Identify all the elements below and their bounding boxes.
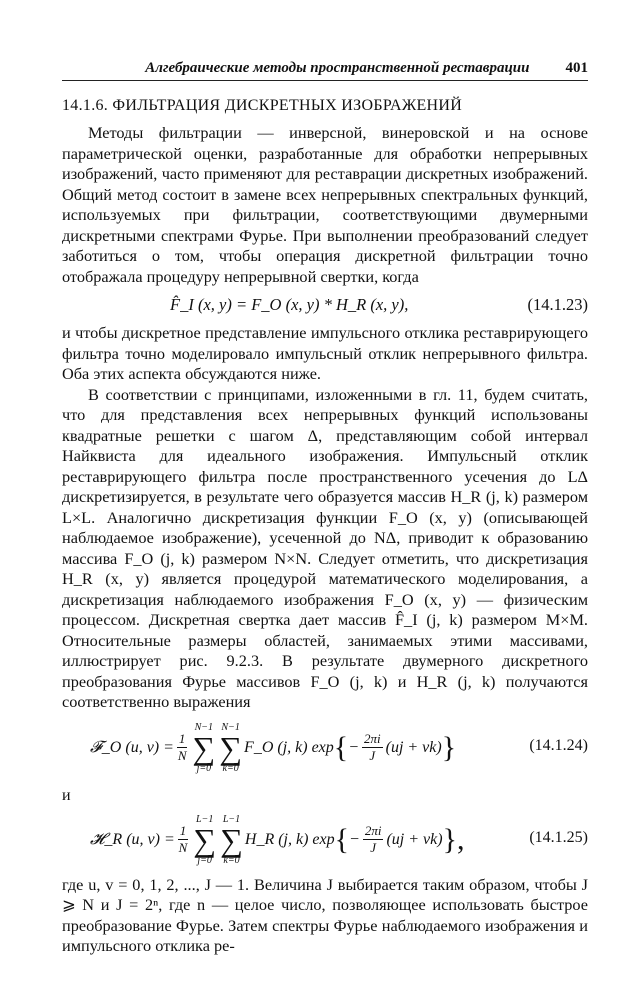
equation-body (90, 713, 456, 783)
fraction-numerator: 1 (178, 731, 186, 746)
equation-body (90, 805, 464, 875)
equation-number: (14.1.24) (529, 736, 588, 754)
right-brace-icon: }, (442, 822, 465, 856)
sigma-icon: ∑ (220, 821, 243, 858)
equation-term: H_R (j, k) exp (244, 830, 335, 848)
paragraph-3: В соответствии с принципами, изложенными в гл. 11, будем считать, что для представления всех непрерывных функций использованы квадратные решетки с шагом Δ, представляющим собой интервал Найквиста для идеального изображения. Импульсный отклик реставрирующего фильтра после пространственного усечения до LΔ дискретизируется, в результате чего образуется массив H_R (j, k) размером L×L. Аналогично дискретизация функции F_O (x, y) (описывающей наблюдаемое изображение), усеченной до NΔ, приводит к образованию массива F_O (j, k) размером N×N. Следует отметить, что дискретизация H_R (x, y) является процедурой математического моделирования, а дискретизация наблюдаемого изображения F_O (x, y) — физическим процессом. Дискретная свертка дает массив F̂_I (j, k) размером M×M. Относительные размеры областей, занимаемых этими массивами, иллюстрирует рис. 9.2.3. В результате двумерного дискретного преобразования Фурье массивов F_O (j, k) и H_R (j, k) получаются соответственно выражения (62, 384, 588, 711)
fraction-numerator: 2πi (363, 731, 381, 746)
running-title: Алгебраические методы пространственной реставрации (145, 60, 530, 76)
fraction (178, 823, 189, 856)
sum-upper: N−1 (221, 721, 240, 733)
sum-j (192, 722, 215, 774)
equation-term: F_O (j, k) exp (244, 738, 334, 756)
fraction (177, 731, 188, 764)
page (62, 60, 588, 957)
sum-lower: k=0 (223, 854, 240, 866)
exp-fraction (362, 731, 383, 764)
sum-upper: N−1 (194, 721, 214, 733)
equation-14-1-24 (62, 713, 588, 783)
running-header (62, 60, 588, 81)
sum-lower: k=0 (222, 762, 239, 774)
fraction-denominator: N (178, 840, 188, 855)
exp-tail: (uj + vk) (385, 738, 442, 756)
page-number: 401 (565, 60, 588, 76)
fraction-numerator: 1 (179, 823, 187, 838)
sum-k (219, 722, 242, 774)
equation-body: F̂_I (x, y) = F_O (x, y) * H_R (x, y), (170, 295, 409, 314)
minus-sign: − (349, 830, 360, 848)
section-title: 14.1.6. ФИЛЬТРАЦИЯ ДИСКРЕТНЫХ ИЗОБРАЖЕНИЙ (62, 97, 463, 114)
sigma-icon: ∑ (219, 729, 243, 766)
exp-fraction (363, 823, 384, 856)
equation-lhs: 𝓕_O (u, v) = (90, 738, 174, 756)
fraction-denominator: J (369, 748, 376, 763)
left-brace-icon: { (333, 730, 349, 764)
sum-j (193, 814, 216, 866)
paragraph-1: Методы фильтрации — инверсной, винеровской и на основе параметрической оценки, разработанные для обработки непрерывных изображений, часто применяют для реставрации дискретных изображений. Общий метод состоит в замене всех непрерывных спектральных функций, используемых при фильтрации, соответствующими двумерными дискретными спектрами Фурье. При выполнении преобразований следует заботиться о том, чтобы операция дискретной фильтрации точно отображала процедуру непрерывной свертки, когда (62, 123, 588, 286)
fraction-numerator: 2πi (364, 823, 382, 838)
sum-k (220, 814, 243, 866)
equation-14-1-25 (62, 805, 588, 875)
fraction-denominator: J (370, 840, 377, 855)
left-brace-icon: { (334, 822, 350, 856)
equation-number: (14.1.23) (527, 295, 588, 314)
equation-14-1-23 (62, 287, 588, 323)
fraction-denominator: N (177, 748, 187, 763)
sum-lower: j=0 (197, 854, 212, 866)
minus-sign: − (348, 738, 359, 756)
equation-lhs: 𝓗_R (u, v) = (90, 830, 175, 848)
conjunction: и (62, 786, 71, 804)
sum-upper: L−1 (222, 813, 241, 825)
equation-number: (14.1.25) (529, 828, 588, 846)
paragraph-2: и чтобы дискретное представление импульсного отклика реставрирующего фильтра точно моделировало импульсный отклик непрерывного фильтра. Оба этих аспекта обсуждаются ниже. (62, 323, 588, 383)
sigma-icon: ∑ (193, 821, 217, 858)
sum-lower: j=0 (196, 762, 212, 774)
sum-upper: L−1 (196, 813, 214, 825)
right-brace-icon: } (441, 730, 457, 764)
paragraph-4: где u, v = 0, 1, 2, ..., J — 1. Величина J выбирается таким образом, чтобы J ⩾ N и J = 2ⁿ, где n — целое число, позволяющее использовать быстрое преобразование Фурье. Затем спектры Фурье наблюдаемого изображения и импульсного отклика ре- (62, 874, 588, 955)
sigma-icon: ∑ (192, 729, 216, 766)
exp-tail: (uj + vk) (386, 830, 443, 848)
